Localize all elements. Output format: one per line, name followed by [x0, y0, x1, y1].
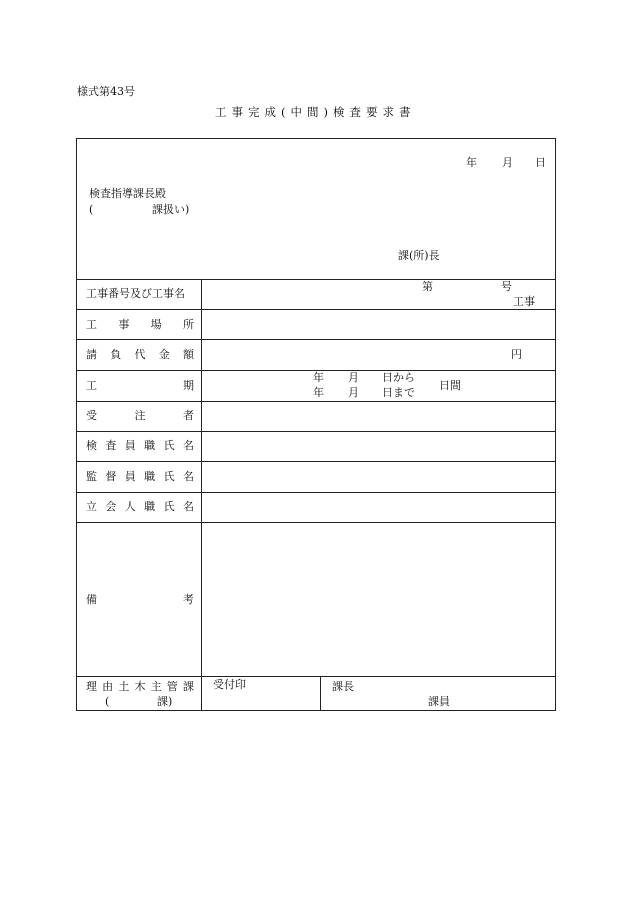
date-year: 年 [466, 156, 477, 169]
date-day: 日 [535, 156, 546, 169]
label-char: 木 [134, 680, 146, 693]
period-start-year: 年 [313, 371, 324, 384]
label-char: 課 [182, 680, 194, 693]
label-char: 職 [144, 500, 156, 513]
label-char: 工 [86, 379, 97, 392]
label-char: 員 [124, 439, 136, 452]
label-char: 受 [86, 409, 97, 422]
amount-unit: 円 [511, 348, 522, 361]
period-days: 日間 [439, 379, 461, 392]
label-char: 事 [118, 318, 130, 331]
label-char: 考 [183, 593, 194, 606]
label-char: 氏 [163, 470, 175, 483]
label-char: 理 [86, 680, 97, 693]
label-char: 額 [183, 348, 194, 361]
row-divider [77, 339, 556, 340]
supervisor-label [86, 471, 194, 482]
label-char: 督 [105, 470, 117, 483]
reception-stamp-label: 受付印 [213, 678, 246, 691]
label-char: 注 [134, 409, 146, 422]
contractor-label [86, 410, 194, 421]
label-char: 人 [124, 500, 136, 513]
period-label [86, 380, 194, 391]
period-end-month: 月 [348, 386, 359, 399]
form-table [76, 138, 556, 711]
row-divider [77, 309, 556, 310]
label-char: 備 [86, 593, 97, 606]
inspector-label [86, 440, 194, 451]
label-char: 者 [183, 409, 194, 422]
label-char: 期 [183, 379, 194, 392]
addressee: 検査指導課長殿 [89, 187, 166, 200]
project-dai: 第 [422, 280, 433, 293]
label-char: 金 [158, 348, 170, 361]
label-char: 氏 [163, 500, 175, 513]
label-char: 職 [144, 470, 156, 483]
period-end-suffix: 日まで [382, 386, 415, 399]
label-char: 検 [86, 439, 97, 452]
row-divider [77, 522, 556, 523]
period-start-month: 月 [348, 371, 359, 384]
footer-sub: 課) [157, 695, 173, 708]
label-char: 由 [102, 680, 114, 693]
label-char: 立 [86, 500, 97, 513]
label-char: 場 [150, 318, 162, 331]
label-char: 会 [105, 500, 117, 513]
label-char: 氏 [163, 439, 175, 452]
row-divider [77, 676, 556, 677]
label-char: 所 [182, 318, 194, 331]
row-divider [77, 401, 556, 402]
label-char: 名 [182, 470, 194, 483]
label-char: 管 [166, 680, 178, 693]
project-go: 号 [501, 280, 512, 293]
period-end-year: 年 [313, 386, 324, 399]
row-divider [77, 461, 556, 462]
label-char: 名 [182, 500, 194, 513]
label-char: 監 [86, 470, 97, 483]
footer-sub-open: ( [105, 695, 110, 708]
label-char: 代 [134, 348, 146, 361]
row-divider [77, 492, 556, 493]
label-char: 職 [144, 439, 156, 452]
remarks-label [86, 594, 194, 605]
label-char: 工 [86, 318, 97, 331]
row-divider [77, 279, 556, 280]
footer-label [86, 681, 194, 692]
column-divider [320, 676, 321, 711]
section-chief-label: 課長 [332, 680, 354, 693]
date-month: 月 [502, 156, 513, 169]
project-kouji: 工事 [513, 295, 535, 308]
label-char: 名 [182, 439, 194, 452]
label-char: 土 [118, 680, 130, 693]
contract-amount-label [86, 349, 194, 360]
column-divider [201, 279, 202, 711]
label-char: 請 [86, 348, 97, 361]
label-char: 主 [150, 680, 162, 693]
label-char: 査 [105, 439, 117, 452]
sender-title: 課(所)長 [398, 249, 440, 262]
addressee-sub: 課扱い) [152, 203, 190, 216]
project-name-label: 工事番号及び工事名 [86, 287, 185, 300]
row-divider [77, 431, 556, 432]
location-label [86, 319, 194, 330]
label-char: 負 [110, 348, 122, 361]
label-char: 員 [124, 470, 136, 483]
period-start-suffix: 日から [382, 371, 415, 384]
form-number: 様式第43号 [77, 85, 135, 98]
staff-label: 課員 [428, 695, 450, 708]
document-title: 工事完成(中間)検査要求書 [215, 105, 416, 119]
witness-label [86, 501, 194, 512]
addressee-sub-open: ( [89, 203, 94, 216]
